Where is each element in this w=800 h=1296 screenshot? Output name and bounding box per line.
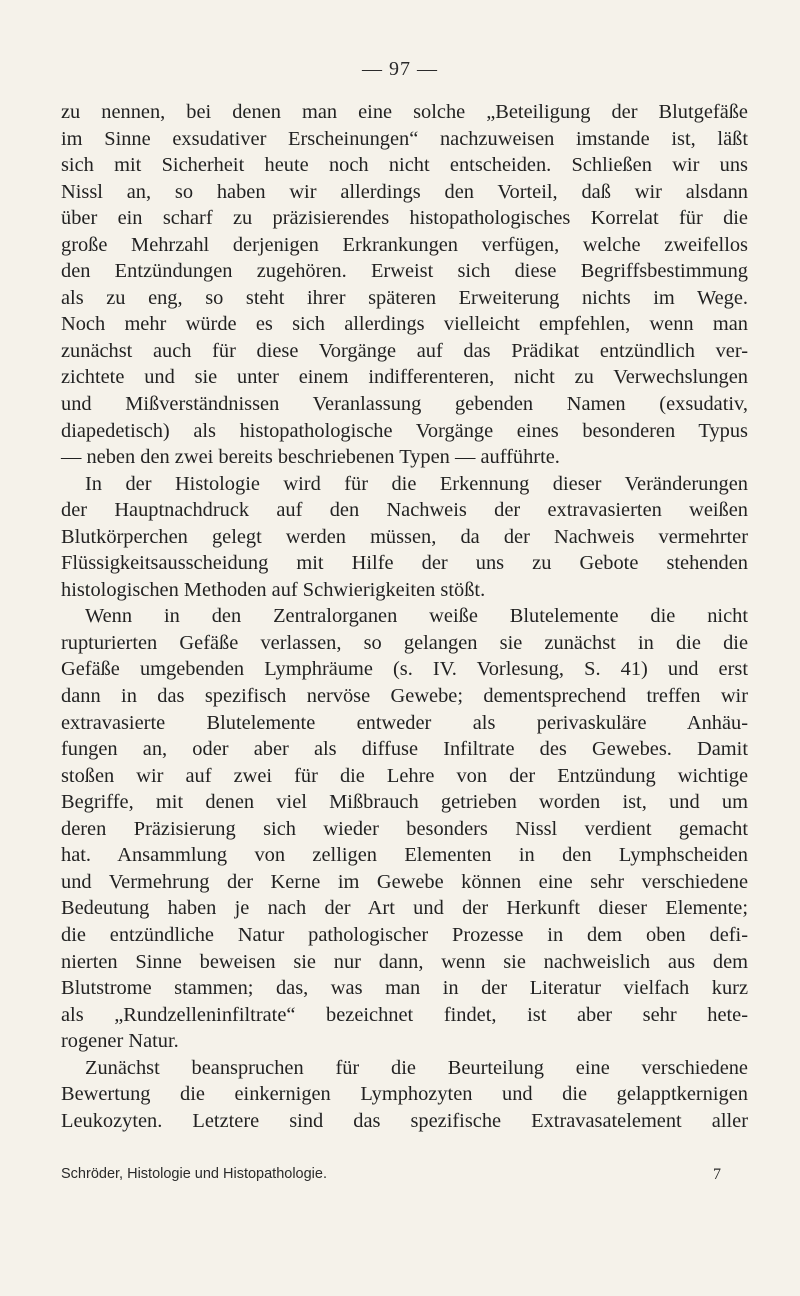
text-line: Blutkörperchen gelegt werden müssen, da der Nachweis vermehrter [61,525,748,548]
text-line: extravasierte Blutelemente entweder als perivaskuläre Anhäu- [61,711,748,734]
text-line: Begriffe, mit denen viel Mißbrauch getrieben worden ist, und um [61,791,748,814]
text-line: und Mißverständnissen Veranlassung gebenden Namen (exsudativ, [61,393,748,416]
text-line: über ein scharf zu präzisierendes histopathologisches Korrelat für die [61,207,748,230]
page-number: — 97 — [362,58,438,80]
text-line: den Entzündungen zugehören. Erweist sich diese Begriffsbestimmung [61,260,748,283]
text-line: nierten Sinne beweisen sie nur dann, wenn sie nachweislich aus dem [61,950,748,973]
text-line: als zu eng, so steht ihrer späteren Erweiterung nichts im Wege. [61,286,748,309]
text-line: als „Rundzelleninfiltrate“ bezeichnet findet, ist aber sehr hete- [61,1003,748,1026]
text-line: stoßen wir auf zwei für die Lehre von der Entzündung wichtige [61,764,748,787]
text-line: große Mehrzahl derjenigen Erkrankungen verfügen, welche zweifellos [61,233,748,256]
text-line: rupturierten Gefäße verlassen, so gelangen sie zunächst in die die [61,631,748,654]
text-line: deren Präzisierung sich wieder besonders Nissl verdient gemacht [61,817,748,840]
paragraph [61,1055,748,1135]
text-line: diapedetisch) als histopathologische Vorgänge eines besonderen Typus [61,419,748,442]
text-line: Nissl an, so haben wir allerdings den Vorteil, daß wir alsdann [61,180,748,203]
footer-book-title: Schröder, Histologie und Histopathologie. [61,1166,327,1182]
text-line: Wenn in den Zentralorganen weiße Blutelemente die nicht [85,605,748,628]
text-line: Blutstrome stammen; das, was man in der Literatur vielfach kurz [61,977,748,1000]
text-line: fungen an, oder aber als diffuse Infiltrate des Gewebes. Damit [61,738,748,761]
text-line: die entzündliche Natur pathologischer Prozesse in dem oben defi- [61,923,748,946]
text-line: Leukozyten. Letztere sind das spezifische Extravasatelement aller [61,1109,748,1132]
text-line: Noch mehr würde es sich allerdings vielleicht empfehlen, wenn man [61,313,748,336]
text-line: rogener Natur. [61,1030,179,1053]
body-text [61,99,748,1134]
text-line: der Hauptnachdruck auf den Nachweis der extravasierten weißen [61,499,748,522]
text-line: zichtete und sie unter einem indifferenteren, nicht zu Verwechslungen [61,366,748,389]
text-line: hat. Ansammlung von zelligen Elementen in den Lymphscheiden [61,844,748,867]
paragraph [61,99,748,471]
text-line: sich mit Sicherheit heute noch nicht entscheiden. Schließen wir uns [61,154,748,177]
text-line: Bedeutung haben je nach der Art und der Herkunft dieser Elemente; [61,897,748,920]
text-line: zunächst auch für diese Vorgänge auf das Prädikat entzündlich ver- [61,339,748,362]
page-footer [61,1166,721,1186]
text-line: im Sinne exsudativer Erscheinungen“ nachzuweisen imstande ist, läßt [61,127,748,150]
text-line: histologischen Methoden auf Schwierigkeiten stößt. [61,578,486,601]
text-line: zu nennen, bei denen man eine solche „Beteiligung der Blutgefäße [61,101,748,123]
text-line: Gefäße umgebenden Lymphräume (s. IV. Vorlesung, S. 41) und erst [61,658,748,681]
signature-mark: 7 [713,1166,721,1183]
text-line: Zunächst beanspruchen für die Beurteilung eine verschiedene [85,1056,748,1079]
text-line: Bewertung die einkernigen Lymphozyten und die gelapptkernigen [61,1083,748,1106]
text-line: — neben den zwei bereits beschriebenen Typen — aufführte. [61,446,560,469]
paragraph [61,603,748,1054]
paragraph [61,471,748,604]
text-line: dann in das spezifisch nervöse Gewebe; dementsprechend treffen wir [61,685,748,708]
text-line: In der Histologie wird für die Erkennung dieser Veränderungen [85,472,748,495]
text-line: und Vermehrung der Kerne im Gewebe können eine sehr verschiedene [61,870,748,893]
text-line: Flüssigkeitsausscheidung mit Hilfe der uns zu Gebote stehenden [61,552,748,575]
